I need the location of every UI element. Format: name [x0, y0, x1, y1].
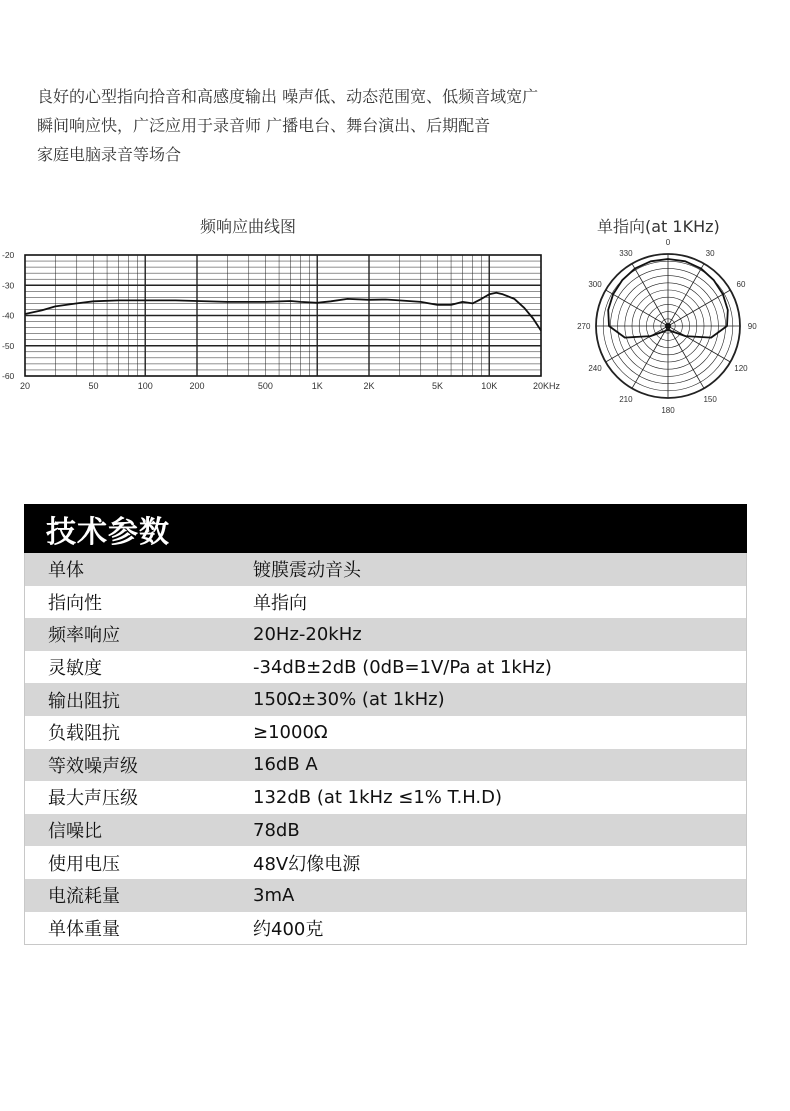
- polar-angle-label: 120: [734, 364, 748, 374]
- spec-value: 20Hz-20kHz: [253, 618, 747, 651]
- intro-description: [37, 82, 737, 169]
- polar-angle-label: 30: [705, 249, 715, 259]
- polar-angle-label: 330: [619, 249, 633, 259]
- y-tick-label: -50: [2, 340, 15, 351]
- spec-row: [25, 586, 747, 619]
- polar-angle-label: 0: [665, 237, 671, 247]
- spec-row: [25, 716, 747, 749]
- x-tick-label: 10K: [481, 381, 498, 391]
- x-tick-label: 50: [88, 381, 99, 391]
- spec-value: 镀膜震动音头: [253, 553, 747, 586]
- polar-angle-label: 180: [661, 406, 675, 414]
- spec-row: [25, 553, 747, 586]
- spec-label: 负载阻抗: [25, 716, 254, 749]
- spec-label: 使用电压: [25, 846, 254, 879]
- spec-section: [24, 504, 747, 945]
- spec-label: 单体重量: [25, 912, 254, 945]
- spec-value: 78dB: [253, 814, 747, 847]
- spec-row: [25, 749, 747, 782]
- x-tick-label: 1K: [311, 381, 323, 391]
- x-tick-label: 500: [257, 381, 273, 391]
- spec-row: [25, 814, 747, 847]
- spec-label: 指向性: [25, 586, 254, 619]
- spec-value: 16dB A: [253, 749, 747, 782]
- spec-value: 单指向: [253, 586, 747, 619]
- spec-label: 单体: [25, 553, 254, 586]
- spec-row: [25, 618, 747, 651]
- spec-label: 频率响应: [25, 618, 254, 651]
- spec-row: [25, 651, 747, 684]
- spec-row: [25, 912, 747, 945]
- spec-label: 电流耗量: [25, 879, 254, 912]
- spec-label: 灵敏度: [25, 651, 254, 684]
- polar-chart-title: 单指向(at 1KHz): [597, 217, 720, 236]
- polar-pattern-chart: [572, 236, 768, 414]
- polar-spoke: [668, 264, 704, 326]
- spec-label: 等效噪声级: [25, 749, 254, 782]
- spec-value: -34dB±2dB (0dB=1V/Pa at 1kHz): [253, 651, 747, 684]
- spec-value: ≥1000Ω: [253, 716, 747, 749]
- x-tick-label: 100: [137, 381, 153, 391]
- intro-line: 家庭电脑录音等场合: [37, 145, 182, 164]
- polar-spoke: [632, 264, 668, 326]
- frequency-chart-title: 频响应曲线图: [200, 217, 297, 236]
- y-tick-label: -60: [2, 371, 15, 381]
- spec-row: [25, 781, 747, 814]
- frequency-response-chart: [0, 243, 572, 395]
- polar-angle-label: 210: [619, 394, 633, 404]
- spec-value: 约400克: [253, 912, 747, 945]
- x-tick-label: 20: [20, 381, 31, 391]
- x-tick-label: 200: [189, 381, 205, 391]
- polar-spoke: [668, 290, 730, 326]
- y-tick-label: -30: [2, 280, 15, 291]
- spec-value: 132dB (at 1kHz ≤1% T.H.D): [253, 781, 747, 814]
- intro-line: 瞬间响应快，广泛应用于录音师 广播电台、舞台演出、后期配音: [37, 116, 491, 135]
- x-tick-label: 2K: [363, 381, 375, 391]
- polar-angle-label: 150: [703, 394, 717, 404]
- polar-angle-label: 240: [588, 364, 602, 374]
- polar-angle-label: 90: [747, 322, 757, 331]
- polar-angle-label: 300: [588, 279, 602, 289]
- spec-title: 技术参数: [46, 514, 170, 550]
- spec-row: [25, 879, 747, 912]
- y-tick-label: -20: [2, 250, 15, 260]
- intro-line: 良好的心型指向拾音和高感度输出 噪声低、动态范围宽、低频音域宽广: [37, 87, 539, 106]
- spec-label: 最大声压级: [25, 781, 254, 814]
- polar-angle-label: 270: [577, 322, 591, 331]
- x-tick-label: 5K: [431, 381, 443, 391]
- spec-label: 信噪比: [25, 814, 254, 847]
- polar-spoke: [606, 290, 668, 326]
- spec-header: [24, 504, 747, 553]
- spec-value: 150Ω±30% (at 1kHz): [253, 683, 747, 716]
- spec-row: [25, 846, 747, 879]
- spec-table: [24, 553, 747, 945]
- spec-value: 3mA: [253, 879, 747, 912]
- spec-row: [25, 683, 747, 716]
- y-tick-label: -40: [2, 310, 15, 321]
- spec-value: 48V幻像电源: [253, 846, 747, 879]
- polar-angle-label: 60: [736, 279, 746, 289]
- polar-center: [665, 323, 671, 329]
- spec-label: 输出阻抗: [25, 683, 254, 716]
- x-tick-label: 20KHz: [533, 381, 561, 391]
